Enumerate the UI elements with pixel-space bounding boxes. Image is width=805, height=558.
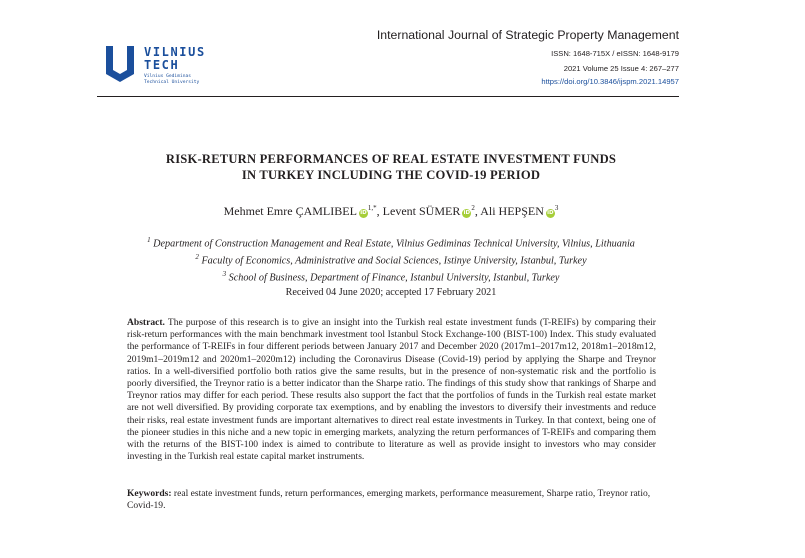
author[interactable] [383, 204, 475, 218]
title-line1: RISK-RETURN PERFORMANCES OF REAL ESTATE INVESTMENT FUNDS [165, 152, 617, 166]
journal-volume: 2021 Volume 25 Issue 4: 267–277 [563, 64, 679, 73]
author-affil-sup: 1,* [367, 204, 377, 212]
affiliations [97, 234, 685, 285]
affiliation [97, 234, 685, 251]
orcid-icon[interactable]: iD [360, 210, 367, 216]
author-name: Ali HEPŞEN [480, 204, 544, 218]
header-rule [97, 96, 679, 97]
author-separator: , [376, 204, 383, 218]
affiliation [97, 251, 685, 268]
logo-line1: VILNIUS [144, 45, 206, 59]
keywords-text: real estate investment funds, return performances, emerging markets, performance measurement, Sharpe ratio, Treynor ratio, Covid-19. [127, 488, 651, 512]
title-line2: IN TURKEY INCLUDING THE COVID-19 PERIOD [241, 168, 541, 182]
logo-mark-icon [100, 44, 140, 84]
article-title [97, 151, 685, 183]
journal-header [377, 28, 679, 87]
author[interactable] [480, 204, 558, 218]
affiliation-text: Department of Construction Management and Real Estate, Vilnius Gediminas Technical University, Vilnius, Lithuania [150, 238, 635, 250]
logo-sub2: Technical University [144, 80, 200, 85]
journal-issn: ISSN: 1648-715X / eISSN: 1648-9179 [551, 49, 679, 58]
doi-link[interactable]: https://doi.org/10.3846/ijspm.2021.14957 [541, 77, 679, 86]
logo-sub1: Vilnius Gediminas [144, 74, 192, 79]
abstract [127, 317, 656, 463]
author-affil-sup: 2 [471, 204, 475, 212]
affiliation-text: School of Business, Department of Finance, Istanbul University, Istanbul, Turkey [226, 272, 560, 284]
author-affil-sup: 3 [554, 204, 559, 212]
author-name: Mehmet Emre ÇAMLIBEL [223, 204, 357, 218]
abstract-label: Abstract. [127, 317, 165, 328]
orcid-icon[interactable]: iD [547, 210, 554, 216]
author-separator: , [474, 204, 481, 218]
affiliation-number: 3 [222, 269, 227, 278]
logo-line2: TECH [144, 58, 180, 72]
received-dates: Received 04 June 2020; accepted 17 February 2021 [285, 287, 497, 298]
affiliation [97, 268, 685, 285]
author-name: Levent SÜMER [382, 204, 461, 218]
abstract-text: The purpose of this research is to give an insight into the Turkish real estate investment funds (T-REIFs) by comparing their risk-return performances with the main benchmark investment tool Istanbul Stock Exchange-100 (BIST-100) Index. This study evaluated the performance of T-REIFs in four different periods between January 2017 and December 2020 (2017m1–2017m12, 2018m1–2018m12, 2019m1–2019m12 and 2020m1–2020m12) including the Coronavirus Disease (Covid-19) period by applying the Sharpe and Treynor ratios. In a well-diversified portfolio both ratios give the same results, but in the presence of non-systematic risk and the portfolio is poorly diversified, the Treynor ratio is a better indicator than the Sharpe ratio. The findings of this study show that rankings of Sharpe and Treynor ratios may differ for each period. These results also support the fact that the portfolios of funds in the Turkish real estate market are not well diversified. By providing corporate tax exemptions, and by enabling the investors to diversify their investments and reduce their risks, real estate investment funds are important alternatives to direct real estate investments in Turkey. In that context, being one of the pioneer studies in this niche and a new topic in emerging markets, analyzing the return performances of T-REIFs and comparing them with the returns of the BIST-100 index is aimed to contribute to literature as well as provide insight to investors who may consider investing in the Turkish real estate capital market instruments. [127, 317, 656, 463]
orcid-icon[interactable]: iD [463, 210, 471, 216]
journal-name: International Journal of Strategic Property Management [376, 28, 679, 42]
affiliation-number: 2 [195, 252, 199, 261]
keywords [127, 488, 656, 512]
affiliation-text: Faculty of Economics, Administrative and Social Sciences, Istinye University, Istanbul, Turkey [198, 255, 587, 267]
author-list [97, 204, 685, 219]
keywords-label: Keywords: [127, 488, 172, 499]
affiliation-number: 1 [147, 236, 151, 244]
author[interactable] [224, 204, 377, 218]
vilnius-tech-logo [100, 44, 220, 88]
